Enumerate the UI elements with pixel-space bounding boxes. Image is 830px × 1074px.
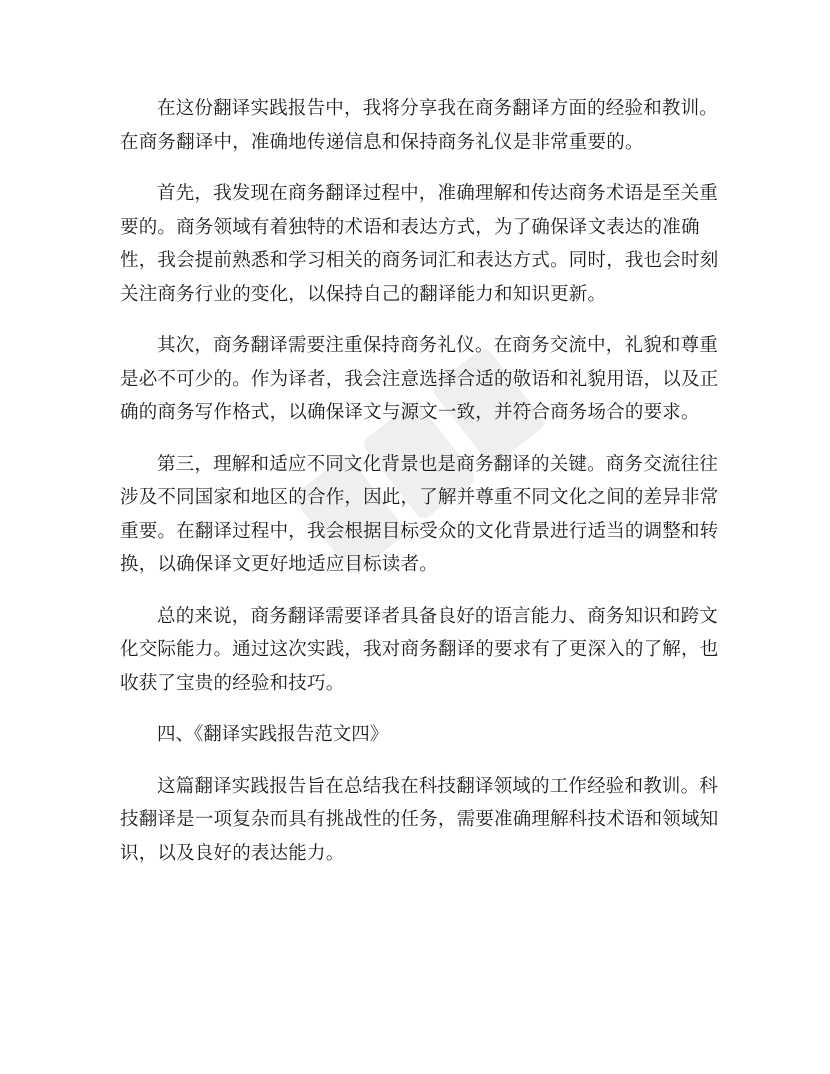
paragraph-second: 其次，商务翻译需要注重保持商务礼仪。在商务交流中，礼貌和尊重是必不可少的。作为译者，我会注意选择合适的敬语和礼貌用语，以及正确的商务写作格式，以确保译文与源文一致，并符合商务场合的要求。: [120, 335, 719, 423]
paragraph-conclusion: 总的来说，商务翻译需要译者具备良好的语言能力、商务知识和跨文化交际能力。通过这次实践，我对商务翻译的要求有了更深入的了解，也收获了宝贵的经验和技巧。: [120, 605, 719, 694]
section-paragraph: 这篇翻译实践报告旨在总结我在科技翻译领域的工作经验和教训。科技翻译是一项复杂而具有挑战性的任务，需要准确理解科技术语和领域知识，以及良好的表达能力。: [120, 775, 719, 864]
paragraph-first: 首先，我发现在商务翻译过程中，准确理解和传达商务术语是至关重要的。商务领域有着独特的术语和表达方式，为了确保译文表达的准确性，我会提前熟悉和学习相关的商务词汇和表达方式。同时，我也会时刻关注商务行业的变化，以保持自己的翻译能力和知识更新。: [120, 183, 719, 305]
paragraph-intro: 在这份翻译实践报告中，我将分享我在商务翻译方面的经验和教训。在商务翻译中，准确地传递信息和保持商务礼仪是非常重要的。: [120, 98, 719, 153]
document-body: [120, 92, 720, 888]
section-heading: 四、《翻译实践报告范文四》: [157, 724, 389, 745]
paragraph-third: 第三，理解和适应不同文化背景也是商务翻译的关键。商务交流往往涉及不同国家和地区的合作，因此，了解并尊重不同文化之间的差异非常重要。在翻译过程中，我会根据目标受众的文化背景进行适当的调整和转换，以确保译文更好地适应目标读者。: [120, 453, 719, 575]
